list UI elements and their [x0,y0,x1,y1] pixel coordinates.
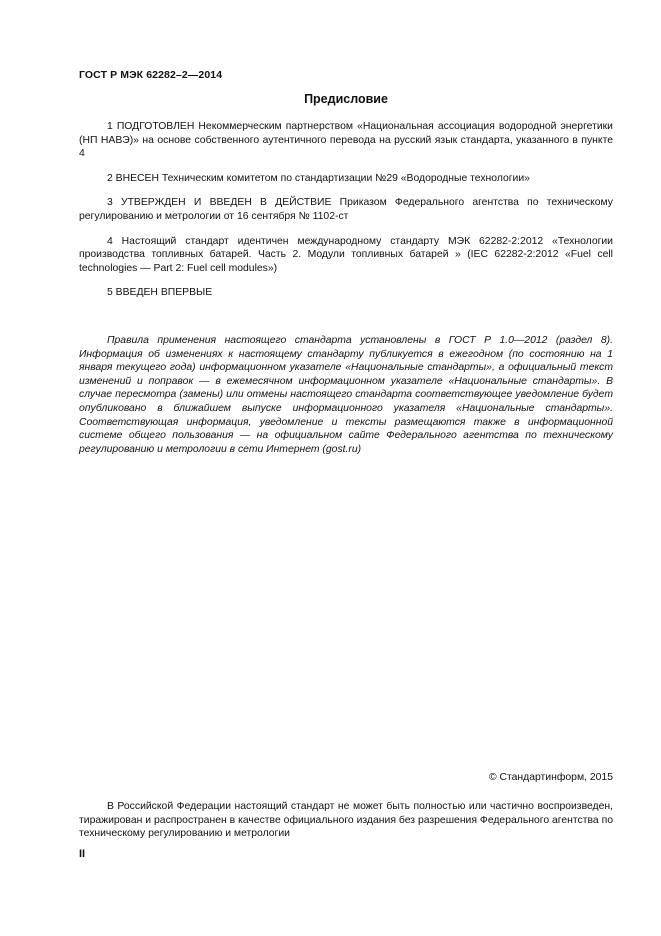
document-header-id: ГОСТ Р МЭК 62282–2—2014 [79,69,223,81]
page-number: II [79,848,86,860]
clause-3: 3 УТВЕРЖДЕН И ВВЕДЕН В ДЕЙСТВИЕ Приказом Федерального агентства по техническому регулированию и метрологии от 16 сентября № 1102-ст [79,197,613,222]
clause-2: 2 ВНЕСЕН Техническим комитетом по стандартизации №29 «Водородные технологии» [107,172,530,184]
copyright-notice: © Стандартинформ, 2015 [488,772,613,783]
clause-5: 5 ВВЕДЕН ВПЕРВЫЕ [107,287,213,299]
reproduction-rights-notice: В Российской Федерации настоящий стандарт не может быть полностью или частично воспроизведен, тиражирован и распространен в качестве официального издания без разрешения Федерального агентства по техническому регулированию и метрологии [79,801,613,840]
foreword-clauses [79,120,613,311]
page-title: Предисловие [304,92,388,106]
clause-4: 4 Настоящий стандарт идентичен международному стандарту МЭК 62282-2:2012 «Технологии производства топливных батарей. Часть 2. Модули топливных батарей » (IEC 62282-2:2012 «Fuel cell technologies — Part 2: Fuel cell modules») [79,235,613,274]
application-rules-note: Правила применения настоящего стандарта установлены в ГОСТ Р 1.0—2012 (раздел 8). Информация об изменениях к настоящему стандарту публикуется в ежегодном (по состоянию на 1 января текущего года) информационном указателе «Национальные стандарты», а официальный текст изменений и поправок — в ежемесячном информационном указателе «Национальные стандарты». В случае пересмотра (замены) или отмены настоящего стандарта соответствующее уведомление будет опубликовано в ближайшем выпуске информационного указателя «Национальные стандарты». Соответствующая информация, уведомление и тексты размещаются также в информационной системе общего пользования — на официальном сайте Федерального агентства по техническому регулированию и метрологии в сети Интернет (gost.ru) [79,335,613,455]
clause-1: 1 ПОДГОТОВЛЕН Некоммерческим партнерством «Национальная ассоциация водородной энергетики (НП НАВЭ)» на основе собственного аутентичного перевода на русский язык стандарта, указанного в пункте 4 [79,121,613,160]
